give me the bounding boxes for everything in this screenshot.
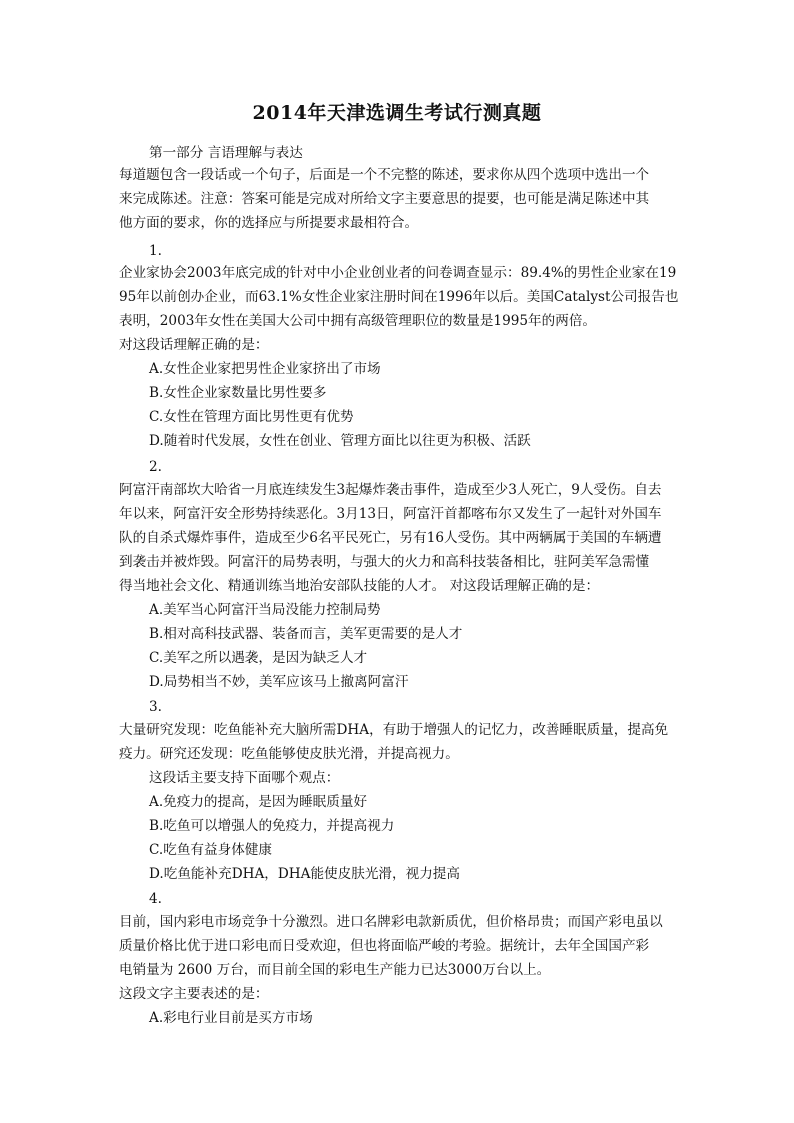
option-b: B.吃鱼可以增强人的免疫力，并提高视力 [149, 818, 395, 834]
passage-line: 疫力。研究还发现：吃鱼能够使皮肤光滑，并提高视力。 [119, 746, 459, 762]
passage-line: 大量研究发现：吃鱼能补充大脑所需DHA，有助于增强人的记忆力，改善睡眠质量，提高免 [119, 722, 669, 738]
option-d: D.局势相当不妙，美军应该马上撤离阿富汗 [149, 674, 409, 690]
passage-line: 表明，2003年女性在美国大公司中拥有高级管理职位的数量是1995年的两倍。 [119, 313, 597, 329]
option-b: B.女性企业家数量比男性要多 [149, 385, 327, 401]
question-prompt: 对这段话理解正确的是： [119, 337, 269, 353]
question-number: 2. [149, 459, 162, 475]
passage-line: 年以来，阿富汗安全形势持续恶化。3月13日，阿富汗首都喀布尔又发生了一起针对外国车 [119, 506, 662, 522]
passage-line: 阿富汗南部坎大哈省一月底连续发生3起爆炸袭击事件，造成至少3人死亡，9人受伤。自去 [119, 482, 662, 498]
passage-line: 企业家协会2003年底完成的针对中小企业创业者的问卷调查显示：89.4%的男性企业家在19 [119, 265, 677, 281]
question-number: 3. [149, 699, 162, 715]
passage-line: 队的自杀式爆炸事件，造成至少6名平民死亡，另有16人受伤。其中两辆属于美国的车辆遭 [119, 530, 662, 546]
passage-line: 到袭击并被炸毁。阿富汗的局势表明，与强大的火力和高科技装备相比，驻阿美军急需懂 [119, 554, 650, 570]
option-b: B.相对高科技武器、装备而言，美军更需要的是人才 [149, 626, 463, 642]
option-d: D.随着时代发展，女性在创业、管理方面比以往更为积极、活跃 [149, 433, 531, 449]
question-prompt: 这段文字主要表述的是： [119, 986, 269, 1002]
option-c: C.女性在管理方面比男性更有优势 [149, 409, 354, 425]
document-title: 2014年天津选调生考试行测真题 [252, 102, 542, 124]
question-number: 1. [149, 243, 162, 259]
instructions-line: 来完成陈述。注意：答案可能是完成对所给文字主要意思的提要，也可能是满足陈述中其 [119, 191, 650, 207]
passage-line: 95年以前创办企业，而63.1%女性企业家注册时间在1996年以后。美国Catalyst公司报告也 [119, 289, 679, 305]
option-a: A.美军当心阿富汗当局没能力控制局势 [149, 602, 381, 618]
instructions-line: 他方面的要求，你的选择应与所提要求最相符合。 [119, 215, 419, 231]
option-c: C.吃鱼有益身体健康 [149, 842, 272, 858]
question-prompt: 这段话主要支持下面哪个观点： [149, 770, 340, 786]
question-number: 4. [149, 891, 162, 907]
option-a: A.免疫力的提高，是因为睡眠质量好 [149, 794, 368, 810]
section-heading: 第一部分 言语理解与表达 [149, 145, 303, 161]
passage-line: 目前，国内彩电市场竞争十分激烈。进口名牌彩电款新质优，但价格昂贵；而国产彩电虽以 [119, 914, 663, 930]
instructions-line: 每道题包含一段话或一个句子，后面是一个不完整的陈述，要求你从四个选项中选出一个 [119, 167, 650, 183]
option-a: A.彩电行业目前是买方市场 [149, 1010, 313, 1026]
passage-line: 质量价格比优于进口彩电而日受欢迎，但也将面临严峻的考验。据统计，去年全国国产彩 [119, 938, 650, 954]
option-d: D.吃鱼能补充DHA，DHA能使皮肤光滑，视力提高 [149, 866, 460, 882]
option-a: A.女性企业家把男性企业家挤出了市场 [149, 361, 381, 377]
option-c: C.美军之所以遇袭，是因为缺乏人才 [149, 650, 368, 666]
passage-line: 电销量为 2600 万台，而目前全国的彩电生产能力已达3000万台以上。 [119, 962, 551, 978]
passage-line: 得当地社会文化、精通训练当地治安部队技能的人才。 对这段话理解正确的是： [119, 578, 600, 594]
